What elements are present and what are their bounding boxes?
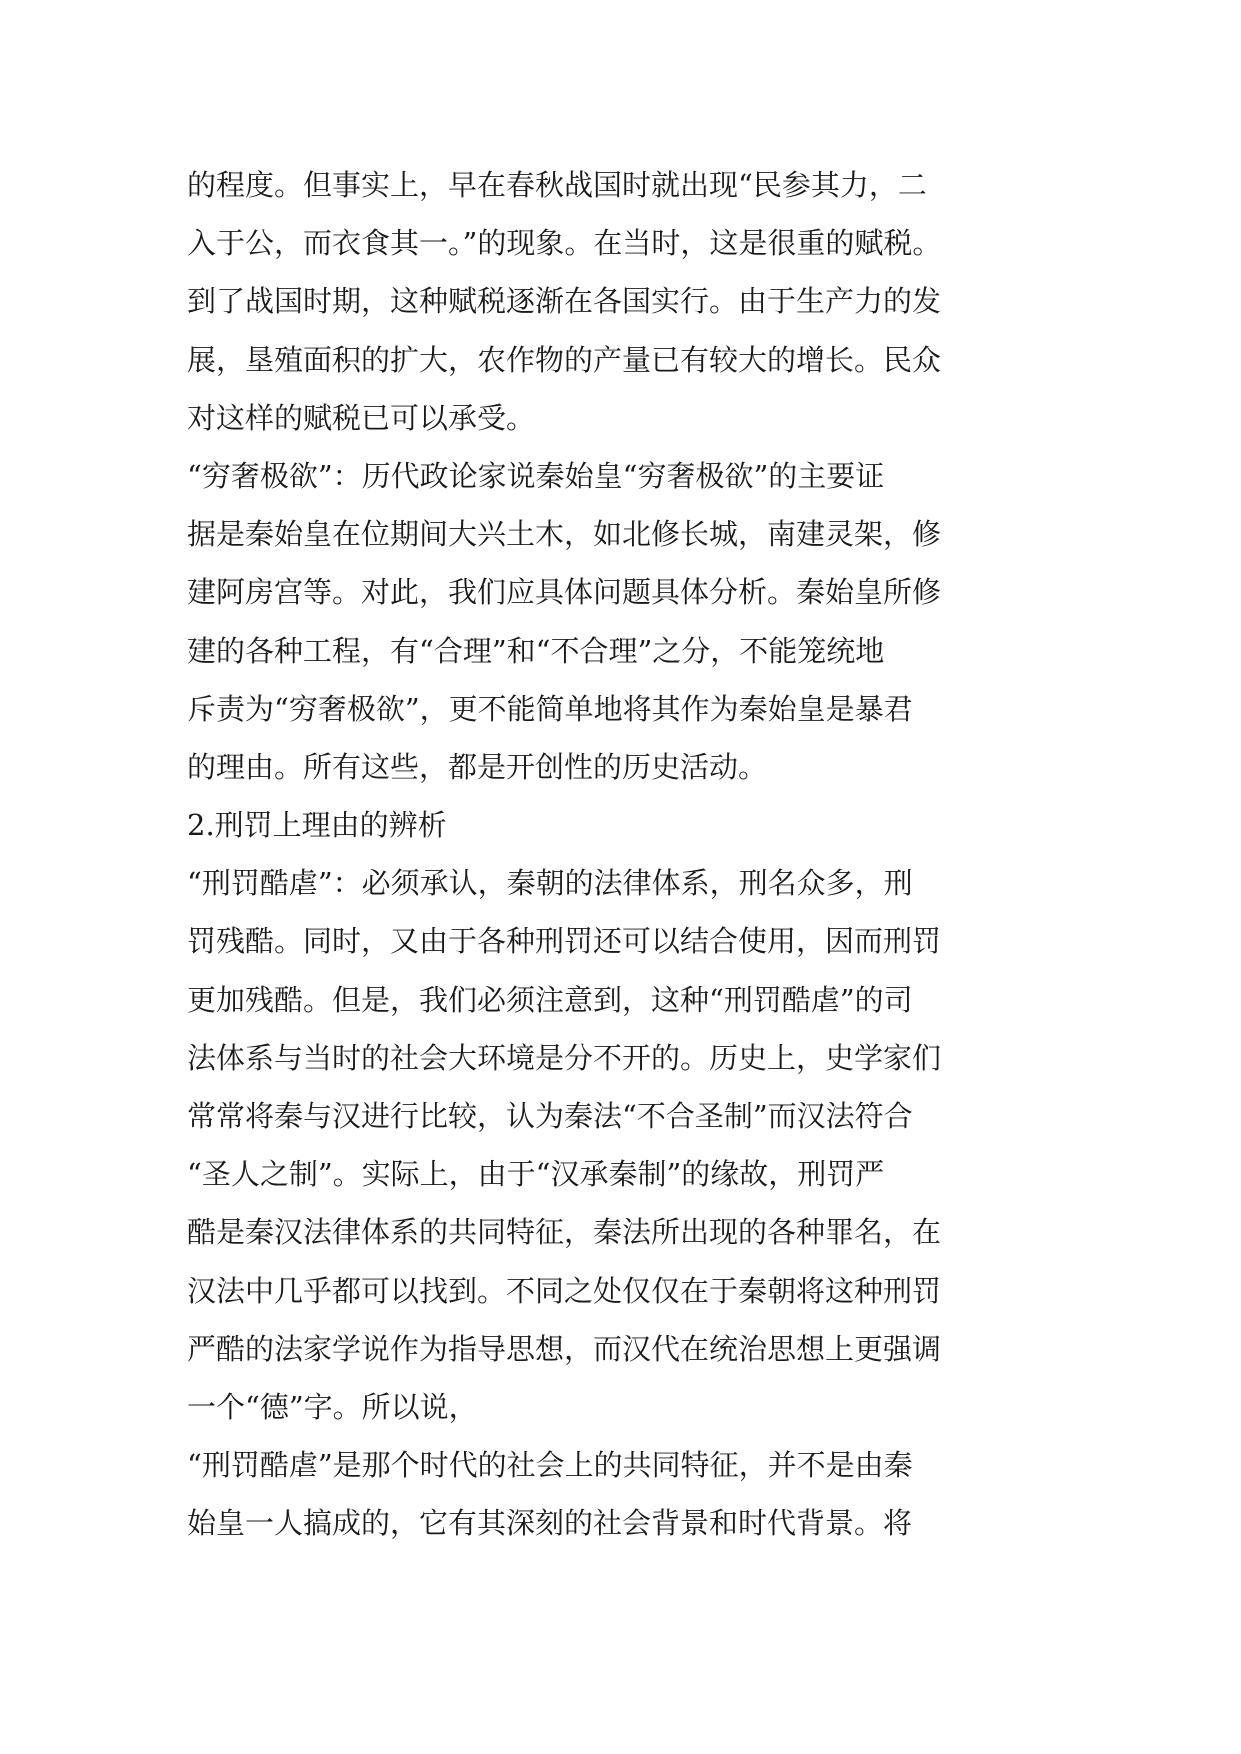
text-line: 的理由。所有这些，都是开创性的历史活动。 bbox=[187, 749, 768, 784]
text-line: 的程度。但事实上，早在春秋战国时就出现“民参其力，二 bbox=[187, 168, 927, 202]
body-text bbox=[187, 156, 1067, 1553]
text-line: 建阿房宫等。对此，我们应具体问题具体分析。秦始皇所修 bbox=[187, 575, 942, 610]
text-line: 罚残酷。同时，又由于各种刑罚还可以结合使用，因而刑罚 bbox=[187, 924, 942, 959]
text-line: 常常将秦与汉进行比较，认为秦法“不合圣制”而汉法符合 bbox=[187, 1099, 913, 1133]
text-line: 一个“德”字。所以说， bbox=[187, 1389, 478, 1424]
text-line: 酷是秦汉法律体系的共同特征，秦法所出现的各种罪名，在 bbox=[187, 1215, 942, 1250]
text-line: 到了战国时期，这种赋税逐渐在各国实行。由于生产力的发 bbox=[187, 284, 942, 319]
text-line: 始皇一人搞成的，它有其深刻的社会背景和时代背景。将 bbox=[187, 1506, 913, 1541]
text-line: “刑罚酷虐”是那个时代的社会上的共同特征，并不是由秦 bbox=[187, 1448, 913, 1483]
text-line: “穷奢极欲”：历代政论家说秦始皇“穷奢极欲”的主要证 bbox=[187, 458, 885, 493]
text-line: 法体系与当时的社会大环境是分不开的。历史上，史学家们 bbox=[187, 1040, 942, 1075]
text-line: “圣人之制”。实际上，由于“汉承秦制”的缘故，刑罚严 bbox=[187, 1157, 885, 1192]
text-line: 斥责为“穷奢极欲”，更不能简单地将其作为秦始皇是暴君 bbox=[187, 691, 913, 726]
text-line: 建的各种工程，有“合理”和“不合理”之分，不能笼统地 bbox=[187, 633, 885, 668]
text-line: 展，垦殖面积的扩大，农作物的产量已有较大的增长。民众 bbox=[187, 342, 942, 377]
text-line: 汉法中几乎都可以找到。不同之处仅仅在于秦朝将这种刑罚 bbox=[187, 1273, 942, 1308]
section-heading: 2.刑罚上理由的辨析 bbox=[187, 808, 447, 843]
text-line: 入于公，而衣食其一。”的现象。在当时，这是很重的赋税。 bbox=[187, 226, 942, 261]
text-line: 据是秦始皇在位期间大兴土木，如北修长城，南建灵架，修 bbox=[187, 517, 942, 552]
text-line: 严酷的法家学说作为指导思想，而汉代在统治思想上更强调 bbox=[187, 1331, 942, 1366]
text-line: 对这样的赋税已可以承受。 bbox=[187, 400, 536, 435]
text-line: 更加残酷。但是，我们必须注意到，这种“刑罚酷虐”的司 bbox=[187, 982, 913, 1017]
text-line: “刑罚酷虐”：必须承认，秦朝的法律体系，刑名众多，刑 bbox=[187, 866, 913, 901]
